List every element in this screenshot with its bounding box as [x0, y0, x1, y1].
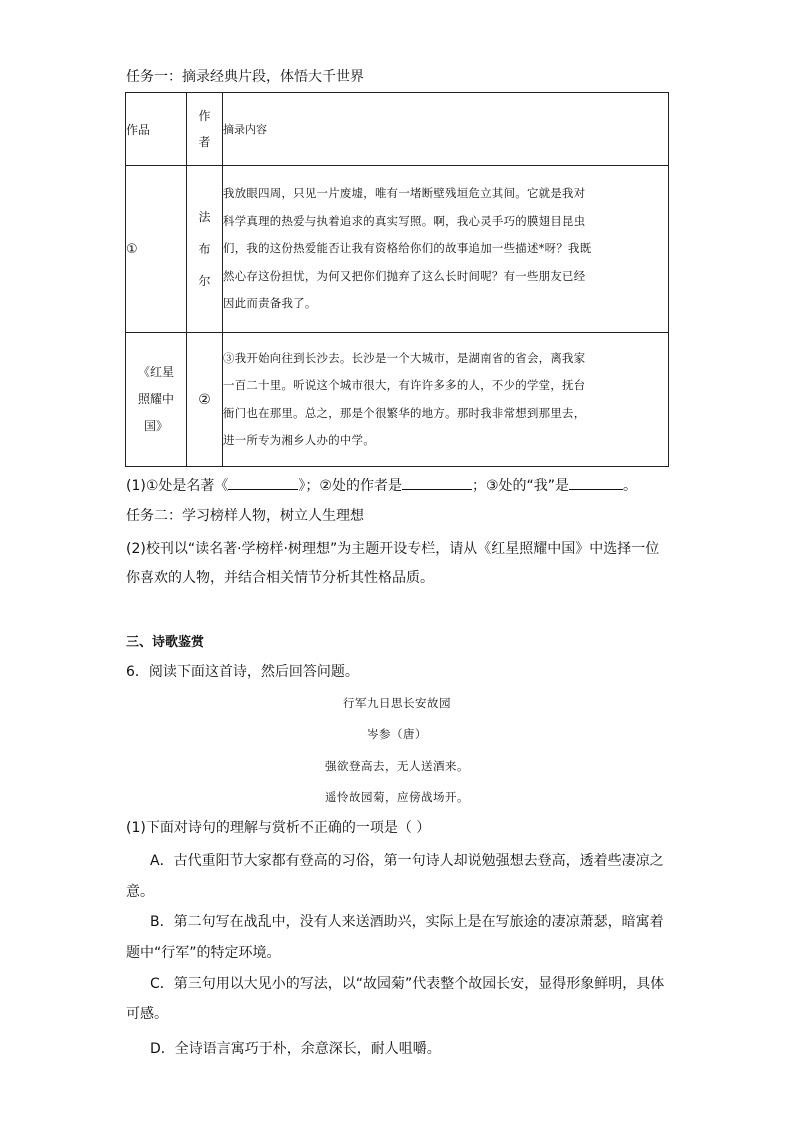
row2-work: [126, 333, 187, 467]
option-d[interactable]: D．全诗语言寓巧于朴，余意深长，耐人咀嚼。: [150, 1041, 441, 1057]
mc-question: (1)下面对诗句的理解与赏析不正确的一项是（ ）: [126, 820, 431, 836]
question-2-line: 你喜欢的人物，并结合相关情节分析其性格品质。: [126, 570, 434, 586]
header-author-line: 者: [198, 135, 211, 149]
author-char: 布: [198, 242, 211, 256]
row1-content: [223, 166, 669, 333]
option-c[interactable]: C．第三句用以大见小的写法，以“故园菊”代表整个故园长安，显得形象鲜明，具体: [150, 976, 665, 992]
content-line: 一百二十里。听说这个城市很大，有许许多多的人，不少的学堂，抚台: [223, 378, 586, 392]
task1-heading: 任务一：摘录经典片段，体悟大千世界: [126, 69, 364, 85]
header-work: 作品: [126, 93, 187, 166]
option-b[interactable]: B．第二句写在战乱中，没有人来送酒助兴，实际上是在写旅途的凄凉萧瑟，暗寓着: [150, 914, 664, 930]
question-1: [126, 477, 637, 495]
content-line: 们，我的这份热爱能否让我有资格给你们的故事追加一些描述*呀？我既: [223, 241, 592, 256]
q1-text: (1)①处是名著《: [126, 478, 229, 494]
row1-work: ①: [126, 166, 187, 333]
author-char: 尔: [198, 274, 211, 288]
section-title: 三、诗歌鉴赏: [126, 635, 205, 650]
task2-heading: 任务二：学习榜样人物，树立人生理想: [126, 508, 364, 524]
content-line: ③我开始向往到长沙去。长沙是一个大城市，是湖南省的省会，离我家: [223, 350, 586, 365]
content-line: 然心存这份担忧，为何又把你们抛弃了这么长时间呢？有一些朋友已经: [223, 268, 586, 283]
content-line: 因此而责备我了。: [223, 296, 317, 311]
row1-author: [187, 166, 223, 333]
option-c-cont: 可感。: [126, 1006, 168, 1022]
excerpt-table: [125, 92, 669, 467]
author-char: 法: [198, 210, 211, 224]
option-b-cont: 题中“行军”的特定环境。: [126, 945, 281, 961]
table-row: [126, 166, 669, 333]
poem-title: 行军九日思长安故园: [343, 696, 451, 710]
question-6: 6．阅读下面这首诗，然后回答问题。: [126, 664, 359, 680]
row2-content: [223, 333, 669, 467]
q1-text: 》；②处的作者是: [298, 478, 402, 494]
table-header-row: [126, 93, 669, 166]
answer-blank-narrator[interactable]: [569, 477, 623, 490]
content-line: 衙门也在那里。总之，那是个很繁华的地方。那时我非常想到那里去，: [223, 405, 586, 420]
question-2-line: (2)校刊以“读名著·学榜样·树理想”为主题开设专栏，请从《红星照耀中国》中选择一位: [126, 541, 660, 557]
option-a-cont: 意。: [126, 884, 154, 900]
poem-author: 岑参（唐）: [367, 727, 427, 741]
answer-blank-author[interactable]: [402, 477, 472, 490]
q1-text: ；③处的“我”是: [471, 478, 570, 494]
content-line: 科学真理的热爱与执着追求的真实写照。啊，我心灵手巧的膜翅目昆虫: [223, 213, 586, 228]
q1-text: 。: [623, 478, 638, 494]
work-line: 《红星: [137, 365, 174, 379]
header-author: [187, 93, 223, 166]
content-line: 进一所专为湘乡人办的中学。: [223, 433, 375, 447]
answer-blank-work[interactable]: [228, 477, 298, 490]
poem-line: 遥怜故园菊，应傍战场开。: [325, 790, 469, 804]
option-a[interactable]: A．古代重阳节大家都有登高的习俗，第一句诗人却说勉强想去登高，透着些凄凉之: [150, 853, 664, 869]
header-content: 摘录内容: [223, 93, 669, 166]
work-line: 国》: [143, 419, 168, 433]
content-line: 我放眼四周，只见一片废墟，唯有一堵断壁残垣危立其间。它就是我对: [223, 186, 586, 201]
work-line: 照耀中: [137, 392, 174, 406]
poem-line: 强欲登高去，无人送酒来。: [325, 759, 469, 773]
row2-author: ②: [187, 333, 223, 467]
table-row: [126, 333, 669, 467]
header-author-line: 作: [198, 109, 211, 123]
